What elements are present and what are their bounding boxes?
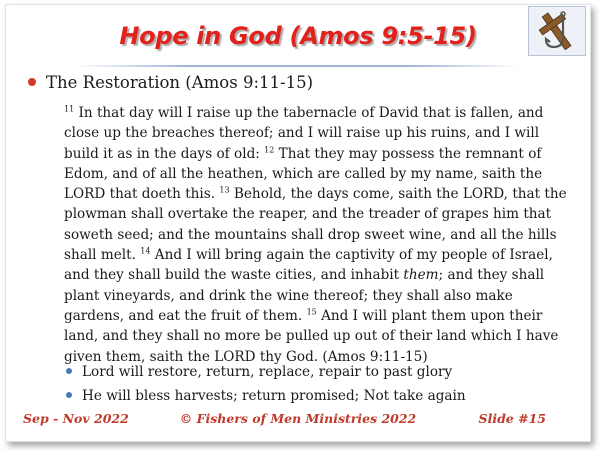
verse-11-text: In that day will I raise up the tabernacle of David that is fallen, and close up the breaches thereof; and I will raise up his ruins, and I will build it as in the days of old: <box>64 105 544 162</box>
verse-number: 14 <box>140 246 151 256</box>
verse-number: 13 <box>219 185 230 195</box>
verse-number: 12 <box>264 145 275 155</box>
verse-number: 11 <box>64 104 75 114</box>
footer-slide-number: Slide #15 <box>478 411 546 426</box>
verse-14-italic: them <box>403 267 439 284</box>
title-divider <box>76 65 520 67</box>
verse-14-text-b: ; and they shall plant vineyards, and drink the wine thereof; they shall also make gardens, and eat the fruit of them. <box>64 267 545 324</box>
verse-13-text: Behold, the days come, saith the LORD, that the plowman shall overtake the reaper, and the treader of grapes him that soweth seed; and the mountains shall drop sweet wine, and all the hills shall melt. <box>64 186 567 264</box>
sub-bullet-dot-icon <box>66 392 72 398</box>
sub-bullet-text: He will bless harvests; return promised; Not take again <box>82 388 466 404</box>
sub-bullet-item <box>66 384 466 408</box>
footer-date: Sep - Nov 2022 <box>23 411 129 426</box>
slide <box>5 4 591 442</box>
slide-title: Hope in God (Amos 9:5-15) <box>119 22 477 50</box>
verse-14-text-a: And I will bring again the captivity of my people of Israel, and they shall build the waste cities, and inhabit <box>64 247 553 284</box>
verse-12-text: That they may possess the remnant of Edom, and of all the heathen, which are called by my name, saith the LORD that doeth this. <box>64 145 543 203</box>
sub-bullet-text: Lord will restore, return, replace, repair to past glory <box>82 364 453 380</box>
main-bullet <box>28 73 313 92</box>
main-bullet-text: The Restoration (Amos 9:11-15) <box>46 73 314 92</box>
verse-number: 15 <box>306 307 317 317</box>
sub-bullet-dot-icon <box>66 368 72 374</box>
sub-bullet-item <box>66 360 466 384</box>
sub-bullet-list <box>66 360 466 408</box>
bullet-dot-icon <box>28 78 36 86</box>
verse-15-text: And I will plant them upon their land, and they shall no more be pulled up out of their land which I have given them, saith the LORD thy God. (Amos 9:11-15) <box>64 307 559 365</box>
footer-copyright: © Fishers of Men Ministries 2022 <box>179 411 417 426</box>
scripture-passage <box>64 103 576 367</box>
